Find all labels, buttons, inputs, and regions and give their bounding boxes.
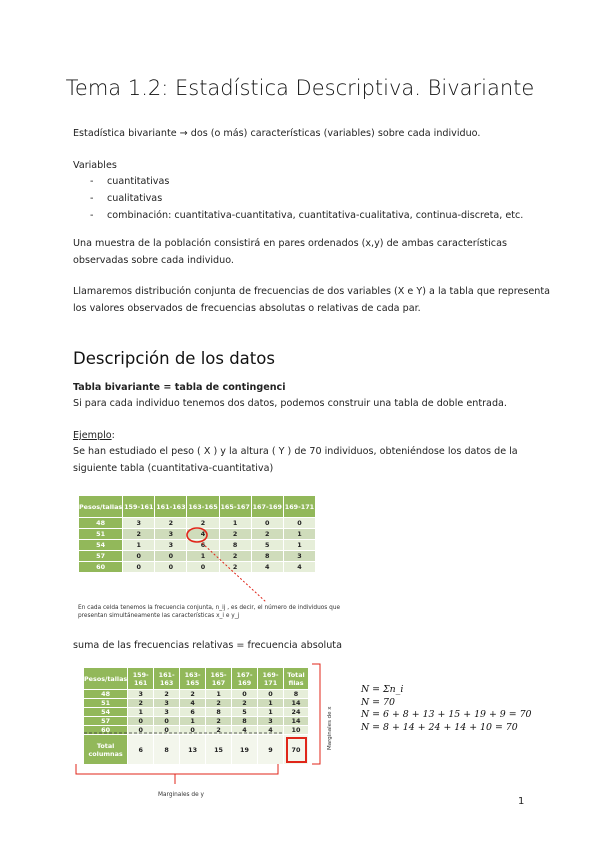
- row-header: 57: [79, 551, 123, 562]
- ejemplo-heading: [73, 427, 115, 444]
- column-total: 9: [257, 735, 283, 765]
- ejemplo-line-2: siguiente tabla (cuantitativa-cuantitativa): [73, 463, 274, 474]
- column-total: 13: [180, 735, 206, 765]
- muestra-line-1: Una muestra de la población consistirá en pares ordenados (x,y) de ambas características: [73, 238, 507, 249]
- table-cell: 0: [128, 717, 154, 726]
- table-cell: 3: [123, 518, 155, 529]
- ejemplo-line-1: Se han estudiado el peso ( X ) y la altura ( Y ) de 70 individuos, obteniéndose los datos de la: [73, 446, 518, 457]
- table-cell: 3: [257, 717, 283, 726]
- table-cell: 4: [251, 562, 283, 573]
- table-cell: 2: [206, 699, 232, 708]
- tabla-description: Si para cada individuo tenemos dos datos, podemos construir una tabla de doble entrada.: [73, 398, 507, 409]
- table-cell: 2: [206, 717, 232, 726]
- page-number: 1: [518, 796, 525, 807]
- table-cell: 0: [180, 726, 206, 735]
- formula-line: N = 70: [361, 696, 395, 708]
- highlight-circle: [187, 528, 207, 542]
- row-total: 8: [284, 690, 309, 699]
- formula-block: [361, 684, 532, 734]
- column-total: 8: [154, 735, 180, 765]
- table-cell: 4: [232, 726, 258, 735]
- table-cell: 3: [155, 529, 187, 540]
- formula-line: N = 6 + 8 + 13 + 15 + 19 + 9 = 70: [361, 709, 532, 720]
- formula-line: N = 8 + 14 + 24 + 14 + 10 = 70: [361, 721, 518, 733]
- table-cell: 0: [155, 551, 187, 562]
- column-header: 165-167: [219, 496, 251, 518]
- table-header-row: [79, 496, 316, 518]
- table-cell: 2: [219, 551, 251, 562]
- annotation-line-1: En cada celda tenemos la frecuencia conjunta, n_ij , es decir, el número de individuos que: [78, 605, 341, 611]
- table-cell: 3: [283, 551, 315, 562]
- grand-total: 70: [284, 735, 309, 765]
- table-cell: 0: [257, 690, 283, 699]
- variables-list: [90, 173, 523, 224]
- column-total: 6: [128, 735, 154, 765]
- table-cell: 4: [283, 562, 315, 573]
- column-header: 169-171: [257, 668, 283, 690]
- muestra-line-2: observadas sobre cada individuo.: [73, 255, 234, 266]
- table-cell: 3: [154, 708, 180, 717]
- table-cell: 1: [180, 717, 206, 726]
- row-header: 54: [79, 540, 123, 551]
- column-total: 19: [232, 735, 258, 765]
- table-cell: 1: [283, 529, 315, 540]
- table-cell: 0: [187, 562, 219, 573]
- table-cell: 1: [128, 708, 154, 717]
- row-header: 54: [84, 708, 128, 717]
- suma-paragraph: suma de las frecuencias relativas = frecuencia absoluta: [73, 640, 342, 651]
- marginales-y-label: Marginales de y: [158, 792, 204, 798]
- table-cell: 2: [219, 562, 251, 573]
- table-cell: 6: [180, 708, 206, 717]
- row-total: 14: [284, 717, 309, 726]
- column-header: 163-165: [180, 668, 206, 690]
- table-cell: 0: [283, 518, 315, 529]
- annotation-note: [78, 604, 340, 620]
- table-cell: 1: [257, 699, 283, 708]
- table-cell: 0: [155, 562, 187, 573]
- row-header: 51: [79, 529, 123, 540]
- table-cell: 1: [283, 540, 315, 551]
- table-cell: 2: [206, 726, 232, 735]
- column-header: 159-161: [128, 668, 154, 690]
- table-cell: 8: [206, 708, 232, 717]
- row-total: 14: [284, 699, 309, 708]
- table-cell: 8: [232, 717, 258, 726]
- total-filas-header: Total filas: [284, 668, 309, 690]
- muestra-paragraph: [73, 235, 507, 269]
- table-cell: 2: [128, 699, 154, 708]
- table-cell: 1: [206, 690, 232, 699]
- table-cell: 2: [219, 529, 251, 540]
- table-cell: 8: [219, 540, 251, 551]
- distrib-line-1: Llamaremos distribución conjunta de frecuencias de dos variables (X e Y) a la tabla que representa: [73, 286, 550, 297]
- table-cell: 0: [123, 562, 155, 573]
- pointer-line: [202, 543, 266, 602]
- table-cell: 2: [232, 699, 258, 708]
- row-header: 48: [84, 690, 128, 699]
- table-corner-cell: Pesos/tallas: [79, 496, 123, 518]
- row-header: 60: [79, 562, 123, 573]
- row-header: 57: [84, 717, 128, 726]
- table-cell: 1: [123, 540, 155, 551]
- table-cell: 0: [128, 726, 154, 735]
- row-total: 10: [284, 726, 309, 735]
- section-heading: Descripción de los datos: [73, 349, 275, 368]
- table-cell: 1: [257, 708, 283, 717]
- column-total: 15: [206, 735, 232, 765]
- marginal-brackets: [70, 660, 340, 790]
- marginales-x-label: Marginales de x: [327, 706, 333, 750]
- ejemplo-label: Ejemplo: [73, 430, 112, 441]
- table-cell: 2: [251, 529, 283, 540]
- annotation-line-2: presentan simultáneamente las características x_i e y_j: [78, 613, 240, 619]
- table-cell: 5: [232, 708, 258, 717]
- intro-paragraph: Estadística bivariante → dos (o más) características (variables) sobre cada individuo.: [73, 128, 481, 139]
- column-header: 169-171: [283, 496, 315, 518]
- ejemplo-paragraph: [73, 443, 518, 477]
- table-cell-highlighted: 4: [187, 529, 219, 540]
- table-cell: 8: [251, 551, 283, 562]
- page-title: Tema 1.2: Estadística Descriptiva. Bivariante: [65, 76, 535, 100]
- right-bracket: [312, 664, 320, 764]
- table-cell: 0: [154, 717, 180, 726]
- table-cell: 5: [251, 540, 283, 551]
- column-header: 161-163: [155, 496, 187, 518]
- table-cell: 0: [251, 518, 283, 529]
- table-cell: 1: [187, 551, 219, 562]
- bottom-bracket: [76, 764, 278, 774]
- distribucion-paragraph: [73, 283, 550, 317]
- list-item: - cualitativas: [90, 190, 523, 207]
- list-item: - combinación: cuantitativa-cuantitativa, cuantitativa-cualitativa, continua-discreta, etc.: [90, 207, 523, 224]
- distrib-line-2: los valores observados de frecuencias absolutas o relativas de cada par.: [73, 303, 421, 314]
- column-header: 167-169: [251, 496, 283, 518]
- table-cell: 2: [155, 518, 187, 529]
- table-cell: 3: [154, 699, 180, 708]
- table-corner-cell: Pesos/tallas: [84, 668, 128, 690]
- highlight-annotation: [170, 520, 280, 605]
- row-header: 48: [79, 518, 123, 529]
- variables-heading: Variables: [73, 160, 117, 171]
- column-header: 163-165: [187, 496, 219, 518]
- table-cell: 2: [154, 690, 180, 699]
- table-cell: 3: [128, 690, 154, 699]
- column-header: 159-161: [123, 496, 155, 518]
- row-header: 51: [84, 699, 128, 708]
- list-item: - cuantitativas: [90, 173, 523, 190]
- row-total: 24: [284, 708, 309, 717]
- table-cell: 0: [232, 690, 258, 699]
- column-header: 165-167: [206, 668, 232, 690]
- table-cell: 2: [180, 690, 206, 699]
- tabla-bivariante-heading: Tabla bivariante = tabla de contingenci: [73, 382, 286, 393]
- column-header: 161-163: [154, 668, 180, 690]
- table-cell: 6: [187, 540, 219, 551]
- table-cell: 0: [154, 726, 180, 735]
- column-header: 167-169: [232, 668, 258, 690]
- row-header: 60: [84, 726, 128, 735]
- table-cell: 4: [257, 726, 283, 735]
- table-cell: 2: [123, 529, 155, 540]
- table-cell: 2: [187, 518, 219, 529]
- table-cell: 3: [155, 540, 187, 551]
- table-cell: 0: [123, 551, 155, 562]
- table-cell: 4: [180, 699, 206, 708]
- table-cell: 1: [219, 518, 251, 529]
- total-columnas-header: Total columnas: [84, 735, 128, 765]
- formula-line: N = Σn_i: [361, 684, 404, 695]
- ejemplo-colon: :: [111, 430, 115, 441]
